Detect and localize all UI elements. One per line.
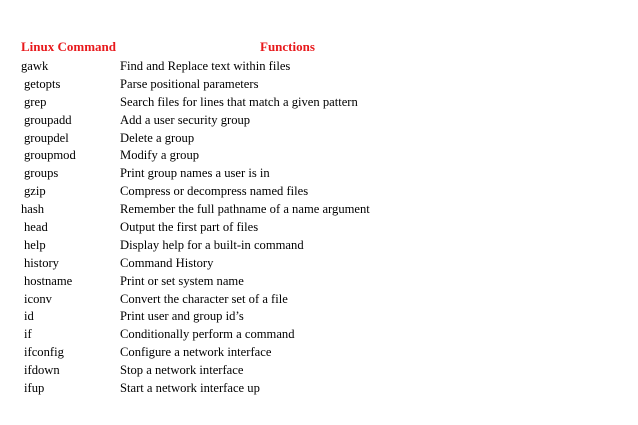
table-row — [0, 255, 638, 273]
command-name: gawk — [21, 59, 49, 73]
command-function: Stop a network interface — [120, 363, 244, 378]
command-table — [0, 58, 638, 398]
command-name: getopts — [24, 76, 61, 91]
command-name: if — [24, 327, 32, 342]
command-function: Output the first part of files — [120, 220, 259, 235]
command-function: Search files for lines that match a given pattern — [120, 94, 358, 109]
command-function: Modify a group — [120, 148, 200, 163]
command-name: groups — [24, 166, 59, 181]
table-row — [0, 58, 638, 76]
command-function: Delete a group — [120, 130, 195, 145]
table-header — [0, 39, 638, 57]
command-name: hostname — [24, 273, 73, 288]
command-function: Parse positional parameters — [120, 76, 259, 91]
command-function: Conditionally perform a command — [120, 327, 295, 342]
command-function: Print or set system name — [120, 273, 244, 288]
table-row — [0, 76, 638, 94]
command-name: id — [24, 309, 34, 324]
command-name: help — [24, 237, 46, 252]
command-name: ifdown — [24, 363, 60, 378]
command-function: Command History — [120, 255, 214, 270]
command-function: Print group names a user is in — [120, 166, 270, 181]
command-name: groupadd — [24, 112, 72, 127]
table-row — [0, 219, 638, 237]
table-row — [0, 326, 638, 344]
table-row — [0, 344, 638, 362]
command-name: groupdel — [24, 130, 69, 145]
table-row — [0, 94, 638, 112]
table-row — [0, 237, 638, 255]
command-function: Print user and group id’s — [120, 309, 244, 324]
table-row — [0, 165, 638, 183]
table-row — [0, 201, 638, 219]
table-row — [0, 183, 638, 201]
command-name: iconv — [24, 291, 52, 306]
table-row — [0, 147, 638, 165]
table-row — [0, 112, 638, 130]
table-row — [0, 130, 638, 148]
table-row — [0, 362, 638, 380]
table-row — [0, 308, 638, 326]
command-function: Display help for a built-in command — [120, 237, 304, 252]
command-name: ifup — [24, 381, 45, 396]
command-name: ifconfig — [24, 345, 64, 360]
table-row — [0, 291, 638, 309]
command-name: head — [24, 220, 48, 235]
table-row — [0, 380, 638, 398]
command-function: Add a user security group — [120, 112, 251, 127]
command-function: Find and Replace text within files — [120, 59, 291, 73]
functions-heading: Functions — [260, 39, 315, 54]
command-function: Configure a network interface — [120, 345, 272, 360]
command-function: Remember the full pathname of a name argument — [120, 202, 370, 217]
command-name: gzip — [24, 184, 46, 199]
table-row — [0, 273, 638, 291]
command-name: hash — [21, 202, 45, 217]
command-function: Compress or decompress named files — [120, 184, 309, 199]
command-name: groupmod — [24, 148, 76, 163]
command-name: grep — [24, 94, 47, 109]
command-name: history — [24, 255, 59, 270]
command-function: Start a network interface up — [120, 381, 260, 396]
linux-command-heading: Linux Command — [21, 39, 116, 54]
command-function: Convert the character set of a file — [120, 291, 288, 306]
